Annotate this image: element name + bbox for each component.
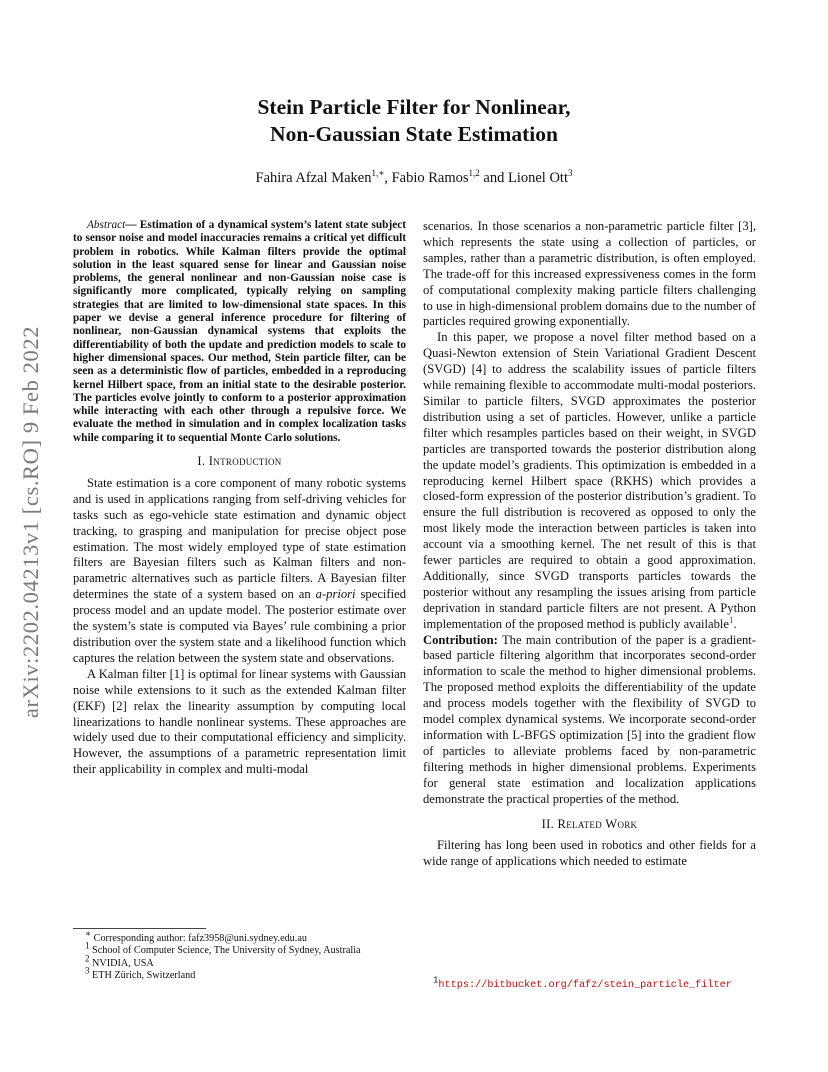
author-2-affiliation: 1,2	[468, 168, 480, 179]
author-separator: and	[479, 170, 508, 186]
intro-paragraph-2-continued: scenarios. In those scenarios a non-parametric particle filter [3], which represents the state using a collection of particles, or samples, rather than a parametric distribution, is often employed. The trade-off for this increased expressiveness comes in the form of computational complexity making particle filters challenging to use in high-dimensional problem domains due to the number of particles required growing exponentially.	[423, 219, 756, 329]
author-1-affiliation: 1,∗	[371, 168, 385, 179]
related-work-paragraph-1: Filtering has long been used in robotics and other fields for a wide range of applications which needed to estimate	[423, 838, 756, 869]
section-heading-text: II. Related Work	[541, 816, 638, 831]
contribution-label: Contribution:	[423, 632, 498, 647]
intro-p3-end: .	[733, 616, 737, 631]
bitbucket-link[interactable]: https://bitbucket.org/fafz/stein_particle_filter	[438, 980, 732, 991]
footnote-link-1[interactable]: 1	[729, 614, 734, 625]
arxiv-id-text: arXiv:2202.04213v1 [cs.RO] 9 Feb 2022	[18, 325, 44, 719]
footnotes	[73, 928, 406, 983]
url-footnote	[433, 975, 732, 991]
abstract-text: Estimation of a dynamical system’s latent state subject to sensor noise and model inaccuracies remains a critical yet difficult problem in robotics. While Kalman filters provide the optimal solution in the least squared sense for linear and Gaussian noise problems, the general nonlinear and non-Gaussian noise case is significantly more complicated, typically relying on sampling strategies that are limited to low-dimensional state spaces. In this paper we devise a general inference procedure for filtering of nonlinear, non-Gaussian dynamical systems that exploits the differentiability of both the update and prediction models to scale to higher dimensional spaces. Our method, Stein particle filter, can be seen as a deterministic flow of particles, embedded in a reproducing kernel Hilbert space, from an initial state to the desirable posterior. The particles evolve jointly to conform to a posterior approximation while interacting with each other through a repulsive force. We evaluate the method in simulation and in complex localization tasks while comparing it to sequential Monte Carlo solutions.	[73, 219, 406, 444]
intro-p1-italic: a-priori	[315, 587, 356, 602]
left-column	[73, 219, 406, 778]
author-3-affiliation: 3	[567, 168, 573, 179]
title-line-1: Stein Particle Filter for Nonlinear,	[257, 95, 571, 119]
contribution-paragraph	[423, 633, 756, 808]
title-line-2: Non-Gaussian State Estimation	[270, 122, 558, 146]
abstract-label: Abstract	[87, 219, 126, 231]
intro-paragraph-2: A Kalman filter [1] is optimal for linear systems with Gaussian noise while extensions to it such as the extended Kalman filter (EKF) [2] relax the linearity assumption by computing local linearizations to handle nonlinear systems. These approaches are widely used due to their computational efficiency and simplicity. However, the assumptions of a parametric representation limit their applicability in complex and multi-modal	[73, 666, 406, 777]
arxiv-identifier-stamp	[20, 292, 42, 752]
abstract-dash: —	[125, 219, 140, 231]
footnote-divider	[73, 928, 206, 929]
contribution-text: The main contribution of the paper is a gradient-based particle filtering algorithm that incorporates second-order information to scale the method to higher dimensional problems. The proposed method exploits the differentiability of the update and process models together with the flexibility of SVGD to model complex dynamical systems. We incorporate second-order information with L-BFGS optimization [5] into the gradient flow of particles to alleviate problems faced by non-parametric filtering methods in higher dimensional problems. Experiments for general state estimation and localization applications demonstrate the practical properties of the method.	[423, 632, 756, 806]
paper-title	[0, 94, 828, 148]
footnote-text: ETH Zürich, Switzerland	[89, 970, 196, 982]
footnote-text: NVIDIA, USA	[89, 957, 154, 969]
section-heading-text: I. Introduction	[197, 454, 282, 469]
footnote-affiliation-2	[73, 953, 406, 970]
author-separator: ,	[384, 170, 392, 186]
footnote-affiliation-3	[73, 965, 406, 982]
section-heading-introduction	[73, 454, 406, 470]
footnote-text: School of Computer Science, The University of Sydney, Australia	[89, 945, 361, 957]
intro-p3-text: In this paper, we propose a novel filter method based on a Quasi-Newton extension of Stein Variational Gradient Descent (SVGD) [4] to address the scalability issues of particle filters while remaining flexible to accommodate multi-modal posteriors. Similar to particle filters, SVGD approximates the posterior distribution using a set of particles. However, unlike a particle filter which resamples particles based on their weight, in SVGD particles are transported towards the posterior distribution along the update model’s gradients. This optimization is embedded in a reproducing kernel Hilbert space (RKHS) which provides a closed-form expression of the posterior distribution’s gradient. To ensure the full distribution is recovered as opposed to only the most likely mode the interaction between particles is taken into account via a smoothing kernel. The net result of this is that fewer particles are required to obtain a good approximation. Additionally, since SVGD transports particles towards the posterior without any resampling the issues arising from particle deprivation in standard particle filters are not present. A Python implementation of the proposed method is publicly available	[423, 330, 756, 631]
author-list	[0, 170, 828, 187]
footnote-affiliation-1	[73, 941, 406, 957]
intro-p1-text: State estimation is a core component of many robotic systems and is used in applications ranging from self-driving vehicles for tasks such as ego-vehicle state estimation and dynamic object tracking, to grasping and manipulation for precise object pose estimation. The most widely employed type of state estimation filters are Bayesian filters such as Kalman filters and non-parametric alternatives such as particle filters. A Bayesian filter determines the state of a system based on an	[73, 475, 406, 602]
right-column	[423, 219, 756, 870]
footnote-mark: ∗	[85, 928, 92, 939]
footnote-corresponding	[73, 928, 406, 945]
footnote-mark: 3	[85, 965, 90, 976]
author-2: Fabio Ramos	[391, 170, 469, 186]
author-3: Lionel Ott	[507, 170, 568, 186]
intro-p1-rest: specified process model and an update model. The posterior estimate over the system’s state is computed via Bayes’ rule combining a prior distribution over the system state and a likelihood function which captures the relation between the system state and observations.	[73, 587, 406, 665]
footnote-mark: 1	[85, 941, 90, 952]
intro-paragraph-3	[423, 330, 756, 632]
section-heading-related-work	[423, 817, 756, 833]
intro-paragraph-1	[73, 476, 406, 667]
author-1: Fahira Afzal Maken	[255, 170, 372, 186]
footnote-text: Corresponding author: fafz3958@uni.sydney.edu.au	[91, 933, 307, 944]
abstract	[73, 219, 406, 445]
footnote-mark: 2	[85, 953, 90, 964]
url-footnote-mark: 1	[433, 975, 439, 986]
